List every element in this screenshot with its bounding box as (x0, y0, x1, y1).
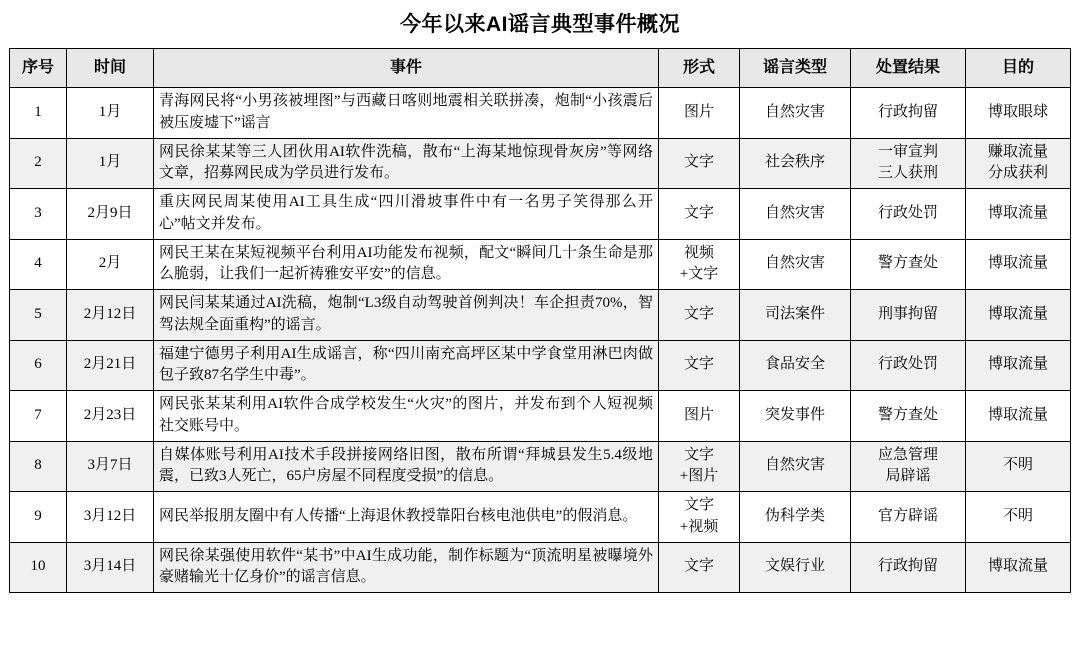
cell-purpose: 不明 (966, 492, 1071, 543)
cell-num: 7 (10, 391, 67, 442)
cell-purpose: 博取流量 (966, 391, 1071, 442)
cell-result: 应急管理 局辟谣 (851, 441, 966, 492)
cell-event: 网民张某某利用AI软件合成学校发生“火灾”的图片，并发布到个人短视频社交账号中。 (154, 391, 659, 442)
cell-form: 文字 (659, 189, 740, 240)
table-row (10, 239, 1071, 290)
column-header-purpose: 目的 (966, 49, 1071, 88)
cell-result: 警方查处 (851, 391, 966, 442)
cell-form: 文字 (659, 340, 740, 391)
cell-type: 突发事件 (740, 391, 851, 442)
cell-event: 青海网民将“小男孩被埋图”与西藏日喀则地震相关联拼凑，炮制“小孩震后被压废墟下”谣言 (154, 88, 659, 139)
table-row (10, 441, 1071, 492)
cell-time: 3月7日 (67, 441, 154, 492)
cell-form: 图片 (659, 88, 740, 139)
cell-type: 自然灾害 (740, 239, 851, 290)
cell-event: 自媒体账号利用AI技术手段拼接网络旧图，散布所谓“拜城县发生5.4级地震，已致3人死亡，65户房屋不同程度受损”的信息。 (154, 441, 659, 492)
cell-num: 4 (10, 239, 67, 290)
cell-type: 文娱行业 (740, 542, 851, 593)
cell-time: 2月21日 (67, 340, 154, 391)
cell-type: 伪科学类 (740, 492, 851, 543)
cell-time: 3月12日 (67, 492, 154, 543)
cell-event: 网民举报朋友圈中有人传播“上海退休教授靠阳台核电池供电”的假消息。 (154, 492, 659, 543)
cell-type: 司法案件 (740, 290, 851, 341)
cell-time: 1月 (67, 138, 154, 189)
cell-result: 警方查处 (851, 239, 966, 290)
cell-purpose: 博取流量 (966, 239, 1071, 290)
cell-purpose: 博取流量 (966, 340, 1071, 391)
column-header-time: 时间 (67, 49, 154, 88)
cell-purpose: 不明 (966, 441, 1071, 492)
cell-form: 文字 +视频 (659, 492, 740, 543)
cell-result: 行政拘留 (851, 88, 966, 139)
cell-form: 文字 (659, 290, 740, 341)
cell-num: 9 (10, 492, 67, 543)
cell-num: 6 (10, 340, 67, 391)
cell-time: 3月14日 (67, 542, 154, 593)
column-header-num: 序号 (10, 49, 67, 88)
cell-type: 自然灾害 (740, 441, 851, 492)
cell-time: 2月 (67, 239, 154, 290)
cell-time: 2月9日 (67, 189, 154, 240)
cell-num: 3 (10, 189, 67, 240)
cell-event: 重庆网民周某使用AI工具生成“四川滑坡事件中有一名男子笑得那么开心”帖文并发布。 (154, 189, 659, 240)
cell-result: 行政处罚 (851, 189, 966, 240)
column-header-type: 谣言类型 (740, 49, 851, 88)
column-header-form: 形式 (659, 49, 740, 88)
cell-purpose: 博取流量 (966, 542, 1071, 593)
cell-result: 行政处罚 (851, 340, 966, 391)
ai-rumor-events-table (9, 48, 1071, 593)
cell-num: 1 (10, 88, 67, 139)
cell-event: 网民徐某某等三人团伙用AI软件洗稿，散布“上海某地惊现骨灰房”等网络文章，招募网民成为学员进行发布。 (154, 138, 659, 189)
table-body (10, 88, 1071, 593)
table-header-row (10, 49, 1071, 88)
table-row (10, 138, 1071, 189)
cell-form: 图片 (659, 391, 740, 442)
table-row (10, 340, 1071, 391)
table-row (10, 290, 1071, 341)
cell-purpose: 博取流量 (966, 290, 1071, 341)
cell-result: 刑事拘留 (851, 290, 966, 341)
cell-form: 文字 (659, 542, 740, 593)
cell-type: 自然灾害 (740, 88, 851, 139)
cell-purpose: 博取流量 (966, 189, 1071, 240)
cell-type: 自然灾害 (740, 189, 851, 240)
cell-num: 10 (10, 542, 67, 593)
cell-time: 2月23日 (67, 391, 154, 442)
cell-purpose: 赚取流量 分成获利 (966, 138, 1071, 189)
cell-num: 8 (10, 441, 67, 492)
cell-type: 食品安全 (740, 340, 851, 391)
cell-purpose: 博取眼球 (966, 88, 1071, 139)
cell-time: 1月 (67, 88, 154, 139)
column-header-result: 处置结果 (851, 49, 966, 88)
cell-event: 网民闫某某通过AI洗稿，炮制“L3级自动驾驶首例判决！车企担责70%，智驾法规全面重构”的谣言。 (154, 290, 659, 341)
table-row (10, 391, 1071, 442)
table-row (10, 542, 1071, 593)
cell-form: 文字 (659, 138, 740, 189)
cell-num: 5 (10, 290, 67, 341)
cell-result: 行政拘留 (851, 542, 966, 593)
column-header-event: 事件 (154, 49, 659, 88)
cell-result: 一审宣判 三人获刑 (851, 138, 966, 189)
cell-form: 视频 +文字 (659, 239, 740, 290)
cell-time: 2月12日 (67, 290, 154, 341)
table-row (10, 492, 1071, 543)
page-title: 今年以来AI谣言典型事件概况 (400, 13, 680, 36)
cell-form: 文字 +图片 (659, 441, 740, 492)
table-row (10, 88, 1071, 139)
cell-num: 2 (10, 138, 67, 189)
cell-event: 福建宁德男子利用AI生成谣言，称“四川南充高坪区某中学食堂用淋巴肉做包子致87名学生中毒”。 (154, 340, 659, 391)
cell-event: 网民徐某强使用软件“某书”中AI生成功能，制作标题为“顶流明星被曝境外豪赌输光十亿身价”的谣言信息。 (154, 542, 659, 593)
table-row (10, 189, 1071, 240)
cell-result: 官方辟谣 (851, 492, 966, 543)
cell-type: 社会秩序 (740, 138, 851, 189)
cell-event: 网民王某在某短视频平台利用AI功能发布视频，配文“瞬间几十条生命是那么脆弱，让我们一起祈祷雅安平安”的信息。 (154, 239, 659, 290)
table-header (10, 49, 1071, 88)
